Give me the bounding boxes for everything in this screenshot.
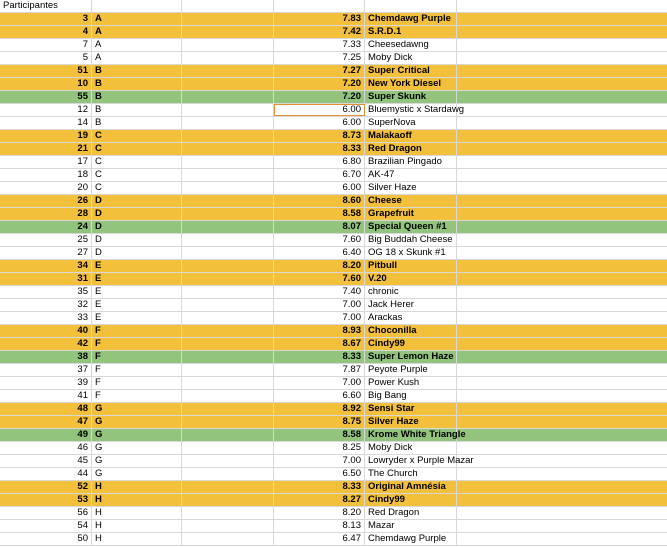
strain-name-cell[interactable]: Bluemystic x Stardawg xyxy=(365,104,457,116)
table-row xyxy=(0,351,667,364)
empty-cell[interactable] xyxy=(457,377,667,389)
empty-cell[interactable] xyxy=(182,117,274,129)
score-cell[interactable]: 6.40 xyxy=(274,247,365,259)
empty-cell[interactable] xyxy=(457,52,667,64)
score-cell[interactable]: 8.58 xyxy=(274,429,365,441)
group-cell[interactable]: B xyxy=(92,104,182,116)
empty-cell[interactable] xyxy=(182,91,274,103)
table-row xyxy=(0,221,667,234)
participant-number-cell[interactable]: 10 xyxy=(0,78,92,90)
score-cell[interactable]: 7.60 xyxy=(274,273,365,285)
group-cell[interactable]: C xyxy=(92,143,182,155)
empty-cell[interactable] xyxy=(182,351,274,363)
group-cell[interactable]: H xyxy=(92,520,182,532)
score-cell[interactable]: 8.33 xyxy=(274,143,365,155)
strain-name-cell[interactable]: Super Critical xyxy=(365,65,457,77)
participant-number-cell[interactable]: 7 xyxy=(0,39,92,51)
group-cell[interactable]: E xyxy=(92,260,182,272)
empty-cell[interactable] xyxy=(182,234,274,246)
empty-cell[interactable] xyxy=(182,26,274,38)
score-cell[interactable]: 8.58 xyxy=(274,208,365,220)
score-cell[interactable]: 8.13 xyxy=(274,520,365,532)
group-cell[interactable]: A xyxy=(92,39,182,51)
empty-cell[interactable] xyxy=(457,351,667,363)
empty-cell[interactable] xyxy=(457,494,667,506)
empty-cell[interactable] xyxy=(457,286,667,298)
table-row xyxy=(0,481,667,494)
empty-cell[interactable] xyxy=(182,299,274,311)
group-cell[interactable]: F xyxy=(92,390,182,402)
participant-number-cell[interactable]: 54 xyxy=(0,520,92,532)
empty-cell[interactable] xyxy=(182,0,274,12)
table-row xyxy=(0,78,667,91)
empty-cell[interactable] xyxy=(182,130,274,142)
empty-cell[interactable] xyxy=(457,104,667,116)
group-cell[interactable]: F xyxy=(92,377,182,389)
table-row xyxy=(0,169,667,182)
empty-cell[interactable] xyxy=(182,507,274,519)
table-row xyxy=(0,377,667,390)
table-row xyxy=(0,390,667,403)
participant-number-cell[interactable]: 44 xyxy=(0,468,92,480)
empty-cell[interactable] xyxy=(182,312,274,324)
strain-name-cell[interactable]: Super Lemon Haze xyxy=(365,351,457,363)
score-cell[interactable]: 8.60 xyxy=(274,195,365,207)
score-cell[interactable]: 7.27 xyxy=(274,65,365,77)
strain-name-cell[interactable]: Chemdawg Purple xyxy=(365,533,457,545)
group-cell[interactable]: C xyxy=(92,156,182,168)
group-cell[interactable]: G xyxy=(92,468,182,480)
participant-number-cell[interactable]: 49 xyxy=(0,429,92,441)
score-cell[interactable]: 6.47 xyxy=(274,533,365,545)
participant-number-cell[interactable]: 26 xyxy=(0,195,92,207)
table-row xyxy=(0,52,667,65)
group-cell[interactable]: H xyxy=(92,507,182,519)
empty-cell[interactable] xyxy=(182,442,274,454)
empty-cell[interactable] xyxy=(182,169,274,181)
group-cell[interactable]: C xyxy=(92,182,182,194)
participant-number-cell[interactable]: 14 xyxy=(0,117,92,129)
strain-name-cell[interactable]: Arackas xyxy=(365,312,457,324)
participant-number-cell[interactable]: 46 xyxy=(0,442,92,454)
participant-number-cell[interactable]: 19 xyxy=(0,130,92,142)
strain-name-cell[interactable]: Peyote Purple xyxy=(365,364,457,376)
group-cell[interactable]: C xyxy=(92,169,182,181)
score-cell[interactable]: 8.07 xyxy=(274,221,365,233)
group-cell[interactable]: H xyxy=(92,481,182,493)
score-cell[interactable]: 8.20 xyxy=(274,507,365,519)
strain-name-cell[interactable]: Cheese xyxy=(365,195,457,207)
group-cell[interactable]: G xyxy=(92,455,182,467)
empty-cell[interactable] xyxy=(457,91,667,103)
empty-cell[interactable] xyxy=(457,221,667,233)
empty-cell[interactable] xyxy=(457,260,667,272)
strain-name-cell[interactable]: Super Skunk xyxy=(365,91,457,103)
strain-name-cell[interactable]: Sensi Star xyxy=(365,403,457,415)
strain-name-cell[interactable]: Chemdawg Purple xyxy=(365,13,457,25)
empty-cell[interactable] xyxy=(457,13,667,25)
participant-number-cell[interactable]: 27 xyxy=(0,247,92,259)
group-cell[interactable]: B xyxy=(92,65,182,77)
strain-name-cell[interactable]: Malakaoff xyxy=(365,130,457,142)
table-row xyxy=(0,13,667,26)
participant-number-cell[interactable]: 33 xyxy=(0,312,92,324)
empty-cell[interactable] xyxy=(457,364,667,376)
empty-cell[interactable] xyxy=(274,0,365,12)
empty-cell[interactable] xyxy=(457,416,667,428)
score-cell[interactable]: 7.40 xyxy=(274,286,365,298)
empty-cell[interactable] xyxy=(457,403,667,415)
score-cell[interactable]: 7.87 xyxy=(274,364,365,376)
table-row xyxy=(0,117,667,130)
strain-name-cell[interactable]: AK-47 xyxy=(365,169,457,181)
participant-number-cell[interactable]: 37 xyxy=(0,364,92,376)
strain-name-cell[interactable]: Cindy99 xyxy=(365,494,457,506)
table-row xyxy=(0,520,667,533)
strain-name-cell[interactable]: OG 18 x Skunk #1 xyxy=(365,247,457,259)
table-row xyxy=(0,273,667,286)
table-row xyxy=(0,156,667,169)
score-cell[interactable]: 7.00 xyxy=(274,455,365,467)
score-cell[interactable]: 8.33 xyxy=(274,481,365,493)
group-cell[interactable]: A xyxy=(92,26,182,38)
header-row xyxy=(0,0,667,13)
strain-name-cell[interactable]: Choconilla xyxy=(365,325,457,337)
group-cell[interactable]: D xyxy=(92,221,182,233)
strain-name-cell[interactable]: New York Diesel xyxy=(365,78,457,90)
empty-cell[interactable] xyxy=(182,104,274,116)
participant-number-cell[interactable]: 40 xyxy=(0,325,92,337)
empty-cell[interactable] xyxy=(457,429,667,441)
score-cell[interactable]: 8.33 xyxy=(274,351,365,363)
strain-name-cell[interactable]: Red Dragon xyxy=(365,143,457,155)
score-cell[interactable]: 6.60 xyxy=(274,390,365,402)
table-row xyxy=(0,208,667,221)
strain-name-cell[interactable]: Moby Dick xyxy=(365,442,457,454)
empty-cell[interactable] xyxy=(457,325,667,337)
group-cell[interactable]: C xyxy=(92,130,182,142)
participant-number-cell[interactable]: 24 xyxy=(0,221,92,233)
empty-cell[interactable] xyxy=(457,390,667,402)
empty-cell[interactable] xyxy=(92,0,182,12)
group-cell[interactable]: G xyxy=(92,403,182,415)
participant-number-cell[interactable]: 51 xyxy=(0,65,92,77)
empty-cell[interactable] xyxy=(457,507,667,519)
participant-number-cell[interactable]: 48 xyxy=(0,403,92,415)
score-cell[interactable]: 8.27 xyxy=(274,494,365,506)
participant-number-cell[interactable]: 12 xyxy=(0,104,92,116)
empty-cell[interactable] xyxy=(457,26,667,38)
empty-cell[interactable] xyxy=(457,299,667,311)
group-cell[interactable]: G xyxy=(92,416,182,428)
empty-cell[interactable] xyxy=(457,208,667,220)
score-cell[interactable]: 6.00 xyxy=(274,182,365,194)
empty-cell[interactable] xyxy=(457,169,667,181)
participant-number-cell[interactable]: 53 xyxy=(0,494,92,506)
score-cell[interactable]: 8.67 xyxy=(274,338,365,350)
group-cell[interactable]: E xyxy=(92,286,182,298)
table-row xyxy=(0,507,667,520)
score-cell[interactable]: 7.00 xyxy=(274,312,365,324)
group-cell[interactable]: H xyxy=(92,494,182,506)
strain-name-cell[interactable]: Silver Haze xyxy=(365,416,457,428)
score-cell[interactable]: 7.25 xyxy=(274,52,365,64)
strain-name-cell[interactable]: Lowryder x Purple Mazar xyxy=(365,455,457,467)
strain-name-cell[interactable]: Big Buddah Cheese xyxy=(365,234,457,246)
participant-number-cell[interactable]: 5 xyxy=(0,52,92,64)
strain-name-cell[interactable]: Pitbull xyxy=(365,260,457,272)
participant-number-cell[interactable]: 55 xyxy=(0,91,92,103)
score-cell[interactable]: 8.25 xyxy=(274,442,365,454)
strain-name-cell[interactable]: Red Dragon xyxy=(365,507,457,519)
empty-cell[interactable] xyxy=(457,312,667,324)
empty-cell[interactable] xyxy=(457,182,667,194)
table-row xyxy=(0,91,667,104)
empty-cell[interactable] xyxy=(457,442,667,454)
empty-cell[interactable] xyxy=(182,455,274,467)
strain-name-cell[interactable]: Krome White Triangle xyxy=(365,429,457,441)
group-cell[interactable]: B xyxy=(92,78,182,90)
group-cell[interactable]: B xyxy=(92,117,182,129)
table-row xyxy=(0,442,667,455)
table-row xyxy=(0,364,667,377)
participant-number-cell[interactable]: 32 xyxy=(0,299,92,311)
table-row xyxy=(0,234,667,247)
group-cell[interactable]: A xyxy=(92,13,182,25)
strain-name-cell[interactable]: SuperNova xyxy=(365,117,457,129)
score-cell[interactable]: 8.75 xyxy=(274,416,365,428)
participant-number-cell[interactable]: 42 xyxy=(0,338,92,350)
participant-number-cell[interactable]: 20 xyxy=(0,182,92,194)
strain-name-cell[interactable]: V.20 xyxy=(365,273,457,285)
table-row xyxy=(0,182,667,195)
table-row xyxy=(0,299,667,312)
strain-name-cell[interactable]: Original Amnésia xyxy=(365,481,457,493)
empty-cell[interactable] xyxy=(182,78,274,90)
participant-number-cell[interactable]: 39 xyxy=(0,377,92,389)
empty-cell[interactable] xyxy=(457,234,667,246)
score-cell[interactable]: 6.50 xyxy=(274,468,365,480)
empty-cell[interactable] xyxy=(457,533,667,545)
strain-name-cell[interactable]: Moby Dick xyxy=(365,52,457,64)
participant-number-cell[interactable]: 56 xyxy=(0,507,92,519)
score-cell[interactable]: 7.33 xyxy=(274,39,365,51)
strain-name-cell[interactable]: Cheesedawng xyxy=(365,39,457,51)
empty-cell[interactable] xyxy=(457,273,667,285)
table-row xyxy=(0,260,667,273)
strain-name-cell[interactable]: Jack Herer xyxy=(365,299,457,311)
score-cell[interactable]: 7.20 xyxy=(274,78,365,90)
strain-name-cell[interactable]: Power Kush xyxy=(365,377,457,389)
strain-name-cell[interactable]: Cindy99 xyxy=(365,338,457,350)
group-cell[interactable]: D xyxy=(92,195,182,207)
empty-cell[interactable] xyxy=(457,247,667,259)
group-cell[interactable]: E xyxy=(92,273,182,285)
empty-cell[interactable] xyxy=(182,403,274,415)
strain-name-cell[interactable]: Big Bang xyxy=(365,390,457,402)
table-row xyxy=(0,468,667,481)
strain-name-cell[interactable]: The Church xyxy=(365,468,457,480)
score-cell[interactable]: 7.00 xyxy=(274,299,365,311)
group-cell[interactable]: D xyxy=(92,234,182,246)
score-cell[interactable]: 6.80 xyxy=(274,156,365,168)
score-cell[interactable]: 7.00 xyxy=(274,377,365,389)
participant-number-cell[interactable]: 45 xyxy=(0,455,92,467)
participant-number-cell[interactable]: 18 xyxy=(0,169,92,181)
strain-name-cell[interactable]: Mazar xyxy=(365,520,457,532)
table-row xyxy=(0,26,667,39)
table-row xyxy=(0,65,667,78)
empty-cell[interactable] xyxy=(182,273,274,285)
table-row xyxy=(0,494,667,507)
empty-cell[interactable] xyxy=(182,208,274,220)
empty-cell[interactable] xyxy=(457,130,667,142)
participant-number-cell[interactable]: 35 xyxy=(0,286,92,298)
table-row xyxy=(0,533,667,546)
empty-cell[interactable] xyxy=(457,143,667,155)
participant-number-cell[interactable]: 38 xyxy=(0,351,92,363)
participant-number-cell[interactable]: 17 xyxy=(0,156,92,168)
participant-number-cell[interactable]: 4 xyxy=(0,26,92,38)
empty-cell[interactable] xyxy=(457,156,667,168)
table-row xyxy=(0,455,667,468)
group-cell[interactable]: F xyxy=(92,364,182,376)
empty-cell[interactable] xyxy=(457,39,667,51)
table-row xyxy=(0,325,667,338)
strain-name-cell[interactable]: Special Queen #1 xyxy=(365,221,457,233)
participant-number-cell[interactable]: 47 xyxy=(0,416,92,428)
participant-number-cell[interactable]: 34 xyxy=(0,260,92,272)
empty-cell[interactable] xyxy=(182,39,274,51)
empty-cell[interactable] xyxy=(182,52,274,64)
group-cell[interactable]: F xyxy=(92,338,182,350)
score-cell[interactable]: 6.70 xyxy=(274,169,365,181)
table-row xyxy=(0,143,667,156)
group-cell[interactable]: G xyxy=(92,429,182,441)
empty-cell[interactable] xyxy=(457,0,667,12)
participant-number-cell[interactable]: 50 xyxy=(0,533,92,545)
empty-cell[interactable] xyxy=(182,221,274,233)
table-row xyxy=(0,247,667,260)
table-row xyxy=(0,130,667,143)
empty-cell[interactable] xyxy=(457,78,667,90)
score-cell[interactable]: 6.00 xyxy=(274,104,365,116)
group-cell[interactable]: A xyxy=(92,52,182,64)
strain-name-cell[interactable]: Grapefruit xyxy=(365,208,457,220)
empty-cell[interactable] xyxy=(457,117,667,129)
empty-cell[interactable] xyxy=(182,533,274,545)
group-cell[interactable]: E xyxy=(92,299,182,311)
strain-name-cell[interactable]: S.R.D.1 xyxy=(365,26,457,38)
participantes-header[interactable]: Participantes xyxy=(0,0,92,12)
table-row xyxy=(0,429,667,442)
score-cell[interactable]: 7.83 xyxy=(274,13,365,25)
empty-cell[interactable] xyxy=(457,520,667,532)
table-row xyxy=(0,39,667,52)
strain-name-cell[interactable]: chronic xyxy=(365,286,457,298)
empty-cell[interactable] xyxy=(182,195,274,207)
empty-cell[interactable] xyxy=(182,416,274,428)
empty-cell[interactable] xyxy=(182,143,274,155)
empty-cell[interactable] xyxy=(182,377,274,389)
empty-cell[interactable] xyxy=(182,338,274,350)
score-cell[interactable]: 7.20 xyxy=(274,91,365,103)
score-cell[interactable]: 7.60 xyxy=(274,234,365,246)
table-row xyxy=(0,338,667,351)
participant-number-cell[interactable]: 28 xyxy=(0,208,92,220)
empty-cell[interactable] xyxy=(457,338,667,350)
group-cell[interactable]: D xyxy=(92,247,182,259)
score-cell[interactable]: 8.20 xyxy=(274,260,365,272)
empty-cell[interactable] xyxy=(457,455,667,467)
group-cell[interactable]: E xyxy=(92,312,182,324)
empty-cell[interactable] xyxy=(182,156,274,168)
score-cell[interactable]: 6.00 xyxy=(274,117,365,129)
empty-cell[interactable] xyxy=(182,494,274,506)
empty-cell[interactable] xyxy=(457,65,667,77)
score-cell[interactable]: 8.73 xyxy=(274,130,365,142)
empty-cell[interactable] xyxy=(182,182,274,194)
table-row xyxy=(0,195,667,208)
empty-cell[interactable] xyxy=(182,429,274,441)
table-row xyxy=(0,403,667,416)
group-cell[interactable]: B xyxy=(92,91,182,103)
empty-cell[interactable] xyxy=(182,364,274,376)
participant-number-cell[interactable]: 21 xyxy=(0,143,92,155)
empty-cell[interactable] xyxy=(457,481,667,493)
empty-cell[interactable] xyxy=(182,325,274,337)
strain-name-cell[interactable]: Silver Haze xyxy=(365,182,457,194)
empty-cell[interactable] xyxy=(182,520,274,532)
empty-cell[interactable] xyxy=(457,195,667,207)
table-row xyxy=(0,416,667,429)
participant-number-cell[interactable]: 41 xyxy=(0,390,92,402)
group-cell[interactable]: F xyxy=(92,351,182,363)
empty-cell[interactable] xyxy=(182,260,274,272)
table-row xyxy=(0,104,667,117)
empty-cell[interactable] xyxy=(182,390,274,402)
participant-number-cell[interactable]: 52 xyxy=(0,481,92,493)
empty-cell[interactable] xyxy=(182,286,274,298)
strain-name-cell[interactable]: Brazilian Pingado xyxy=(365,156,457,168)
group-cell[interactable]: G xyxy=(92,442,182,454)
participant-number-cell[interactable]: 3 xyxy=(0,13,92,25)
participant-number-cell[interactable]: 25 xyxy=(0,234,92,246)
score-cell[interactable]: 8.93 xyxy=(274,325,365,337)
score-cell[interactable]: 7.42 xyxy=(274,26,365,38)
group-cell[interactable]: F xyxy=(92,325,182,337)
empty-cell[interactable] xyxy=(182,13,274,25)
empty-cell[interactable] xyxy=(182,247,274,259)
participant-number-cell[interactable]: 31 xyxy=(0,273,92,285)
empty-cell[interactable] xyxy=(182,481,274,493)
empty-cell[interactable] xyxy=(365,0,457,12)
table-row xyxy=(0,286,667,299)
table-row xyxy=(0,312,667,325)
group-cell[interactable]: H xyxy=(92,533,182,545)
empty-cell[interactable] xyxy=(182,65,274,77)
score-cell[interactable]: 8.92 xyxy=(274,403,365,415)
empty-cell[interactable] xyxy=(182,468,274,480)
empty-cell[interactable] xyxy=(457,468,667,480)
group-cell[interactable]: D xyxy=(92,208,182,220)
